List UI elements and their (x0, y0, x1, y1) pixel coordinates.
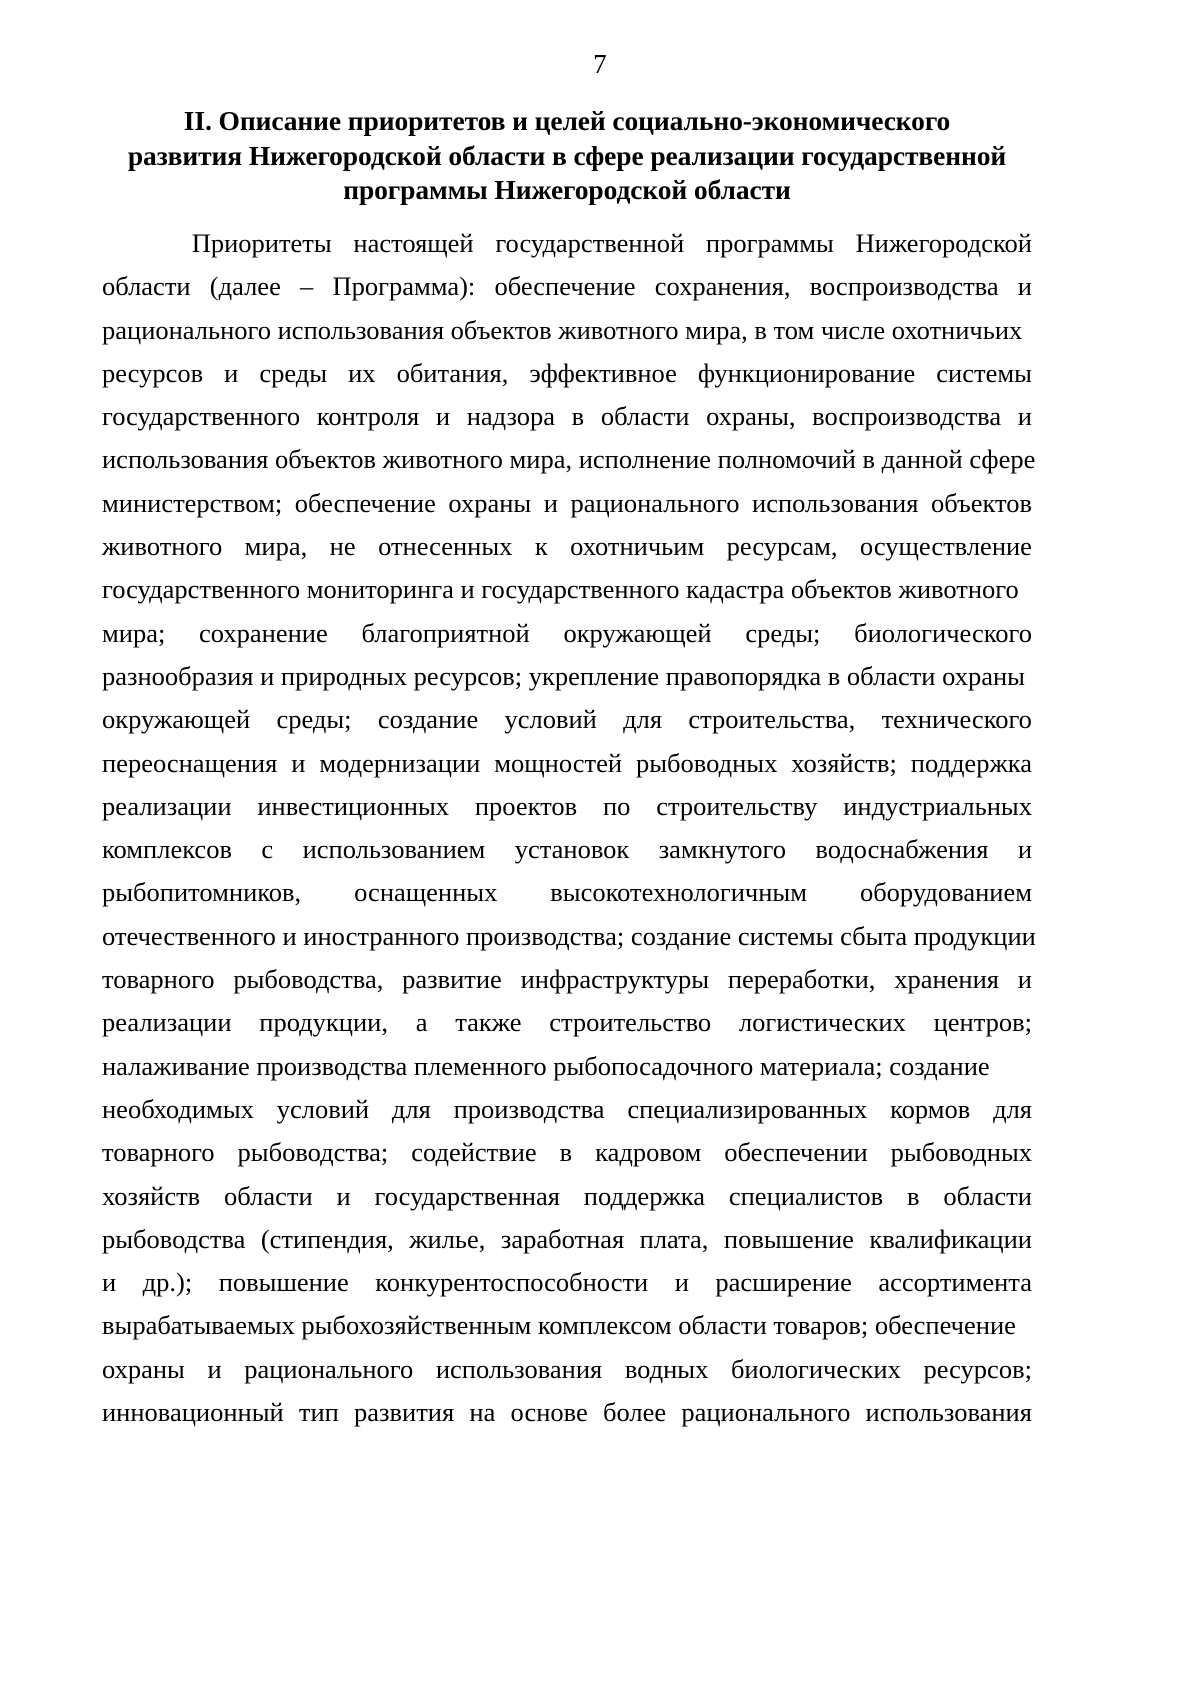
body-word: продукции, (259, 1007, 388, 1038)
body-line (102, 222, 1032, 265)
body-word: оснащенных (354, 877, 498, 908)
body-word: функционирование (697, 357, 916, 388)
body-word: ресурсам, (726, 531, 838, 562)
body-word: рыбопитомников, (102, 877, 302, 908)
body-word: конкурентоспособности (375, 1267, 649, 1298)
body-word: условий (276, 1093, 370, 1124)
body-word: мира; (102, 617, 166, 648)
body-word: благоприятной (361, 617, 530, 648)
body-word: жилье, (409, 1223, 486, 1254)
body-word: повышение (218, 1267, 349, 1298)
body-word: инфраструктуры (520, 964, 710, 995)
page-title-line-1: II. Описание приоритетов и целей социально-экономического (183, 105, 951, 136)
body-word: также (455, 1007, 522, 1038)
body-word: настоящей (353, 228, 474, 258)
body-word: биологических (730, 1353, 901, 1384)
body-word: специалистов (728, 1180, 884, 1211)
body-word: области (224, 1180, 313, 1211)
body-line-content (102, 828, 1032, 871)
body-word: по (602, 790, 631, 821)
body-line (102, 871, 1032, 914)
body-word: министерством; (102, 487, 283, 518)
body-word: рыбоводных (636, 747, 778, 778)
body-word: животного (102, 531, 223, 562)
body-word: расширение (715, 1267, 852, 1298)
paragraph-indent (102, 222, 170, 265)
body-word: хозяйств (102, 1180, 201, 1211)
body-line-content: рационального использования объектов животного мира, в том числе охотничьих (102, 314, 1023, 345)
body-word: высокотехнологичным (550, 877, 807, 908)
body-word: повышение (723, 1223, 854, 1254)
body-word: эффективное (529, 357, 677, 388)
body-line-content (102, 612, 1032, 655)
body-word: инновационный (102, 1397, 284, 1428)
body-word: и (1017, 964, 1032, 995)
body-line-content (102, 395, 1032, 438)
body-word: и (1017, 271, 1032, 302)
body-word: в (559, 1137, 573, 1168)
body-word: рыбоводства; (237, 1137, 389, 1168)
body-word: мира, (244, 531, 308, 562)
body-word: поддержка (910, 747, 1032, 778)
body-word: рационального (244, 1353, 414, 1384)
body-word: заработная (500, 1223, 625, 1254)
body-word: рационального (681, 1397, 851, 1428)
body-word: индустриальных (843, 790, 1032, 821)
body-word: рыбоводства, (233, 964, 384, 995)
body-word: и (1017, 401, 1032, 432)
body-word: использования (435, 1353, 603, 1384)
body-word: тип (298, 1397, 339, 1428)
body-word: комплексов (102, 834, 232, 865)
body-word: осуществление (859, 531, 1032, 562)
body-line (102, 1261, 1032, 1304)
page-number: 7 (593, 49, 607, 79)
body-word: обеспечении (724, 1137, 868, 1168)
body-word: области (102, 271, 191, 302)
body-word: хранения (894, 964, 999, 995)
body-word: окружающей (563, 617, 712, 648)
body-word: ассортимента (878, 1267, 1032, 1298)
body-word: производства (453, 1093, 605, 1124)
body-word: охраны (448, 487, 532, 518)
body-word: замкнутого (658, 834, 786, 865)
body-word: модернизации (319, 747, 481, 778)
body-word: Нижегородской (855, 228, 1032, 258)
body-line-content (102, 1088, 1032, 1131)
page-title-line-2: развития Нижегородской области в сфере реализации государственной (127, 139, 1007, 171)
body-word: товарного (102, 964, 215, 995)
body-line-content (102, 958, 1032, 1001)
body-line (102, 1131, 1032, 1174)
body-word: строительство (549, 1007, 712, 1038)
body-paragraph (102, 222, 1036, 1434)
body-line (102, 1348, 1032, 1391)
body-word: поддержка (583, 1180, 705, 1211)
body-word: обеспечение (294, 487, 436, 518)
body-word: и (435, 401, 451, 432)
body-word: сохранения, (654, 271, 791, 302)
body-word: кадровом (595, 1137, 702, 1168)
body-word: создание (377, 704, 479, 735)
body-line-content (102, 1261, 1032, 1304)
body-word: для (993, 1093, 1032, 1124)
body-word: системы (936, 357, 1032, 388)
body-line-content (102, 742, 1032, 785)
body-line-content: отечественного и иностранного производства; создание системы сбыта продукции (102, 920, 1036, 951)
body-word: мощностей (494, 747, 623, 778)
body-word: и (336, 1180, 351, 1211)
body-word: охотничьим (570, 531, 705, 562)
body-word: использования (865, 1397, 1032, 1428)
body-line-content: налаживание производства племенного рыбопосадочного материала; создание (102, 1050, 990, 1081)
body-word: среды; (276, 704, 352, 735)
body-word: использования (752, 487, 919, 518)
page-title (102, 104, 1032, 208)
body-line (102, 1391, 1032, 1434)
body-word: государственная (374, 1180, 560, 1211)
body-word: ресурсов (102, 357, 204, 388)
body-word: рыбоводства (102, 1223, 246, 1254)
body-word: квалификации (869, 1223, 1032, 1254)
body-line-content (102, 698, 1032, 741)
body-line-content: вырабатываемых рыбохозяйственным комплексом области товаров; обеспечение (102, 1310, 1016, 1341)
body-line-content (102, 265, 1032, 308)
body-line (102, 352, 1032, 395)
body-word: рационального (570, 487, 740, 518)
body-word: в (571, 401, 585, 432)
body-word: инвестиционных (257, 790, 450, 821)
body-word: кормов (890, 1093, 971, 1124)
body-word: более (602, 1397, 667, 1428)
body-word: воспроизводства (812, 401, 1002, 432)
body-line-content (102, 1348, 1032, 1391)
body-word: (далее (209, 271, 281, 302)
body-word: для (623, 704, 663, 735)
body-word: установок (514, 834, 630, 865)
body-line (102, 482, 1032, 525)
body-word: основе (510, 1397, 588, 1428)
body-word: и (291, 747, 306, 778)
body-word: центров; (933, 1007, 1032, 1038)
body-word: и (102, 1267, 117, 1298)
body-word: и (207, 1353, 222, 1384)
body-line-content (102, 871, 1032, 914)
body-line (102, 1001, 1032, 1044)
page-title-line-3: программы Нижегородской области (343, 174, 791, 205)
body-word: (стипендия, (260, 1223, 394, 1254)
body-word: объектов (930, 487, 1032, 518)
body-word: использованием (302, 834, 486, 865)
body-word: технического (881, 704, 1032, 735)
body-line-content (102, 222, 1032, 265)
body-word: реализации (102, 790, 232, 821)
body-line (102, 1304, 1032, 1347)
body-line (102, 1045, 1032, 1088)
body-word: и (1017, 834, 1032, 865)
body-word: ресурсов; (923, 1353, 1032, 1384)
body-line-content (102, 482, 1032, 525)
body-word: необходимых (102, 1093, 254, 1124)
body-word: контроля (316, 401, 420, 432)
body-word: логистических (738, 1007, 906, 1038)
body-word: охраны, (706, 401, 796, 432)
body-word: а (415, 1007, 428, 1038)
body-line-content (102, 1218, 1032, 1261)
body-word: обитания, (396, 357, 509, 388)
body-word: переоснащения (102, 747, 278, 778)
body-word: с (261, 834, 274, 865)
body-line-content: разнообразия и природных ресурсов; укрепление правопорядка в области охраны (102, 660, 1025, 691)
body-word: на (469, 1397, 496, 1428)
body-word: отнесенных (378, 531, 513, 562)
body-word: – (300, 271, 314, 302)
body-line-content: использования объектов животного мира, исполнение полномочий в данной сфере (102, 444, 1036, 475)
body-word: обеспечение (494, 271, 636, 302)
body-word: Приоритеты (191, 228, 332, 258)
body-word: др.); (142, 1267, 193, 1298)
body-word: оборудованием (859, 877, 1032, 908)
body-line (102, 309, 1032, 352)
body-line (102, 265, 1032, 308)
body-word: надзора (466, 401, 556, 432)
body-word: плата, (639, 1223, 709, 1254)
body-line (102, 785, 1032, 828)
body-word: Программа): (332, 271, 476, 302)
body-word: товарного (102, 1137, 215, 1168)
body-line (102, 655, 1032, 698)
body-word: и (674, 1267, 689, 1298)
body-word: развития (354, 1397, 455, 1428)
body-line (102, 568, 1032, 611)
body-word: государственной (495, 228, 685, 258)
body-word: программы (705, 228, 834, 258)
body-word: водоснабжения (815, 834, 989, 865)
body-line (102, 828, 1032, 871)
body-word: реализации (102, 1007, 232, 1038)
body-word: воспроизводства (809, 271, 999, 302)
body-line-content (102, 525, 1032, 568)
body-line (102, 612, 1032, 655)
body-line-content (102, 1131, 1032, 1174)
body-line-content (102, 1001, 1032, 1044)
body-word: окружающей (102, 704, 251, 735)
body-word: водных (624, 1353, 709, 1384)
body-line (102, 958, 1032, 1001)
body-word: области (943, 1180, 1032, 1211)
body-word: для (391, 1093, 431, 1124)
body-line-content (102, 1391, 1032, 1434)
body-line (102, 525, 1032, 568)
body-line-content (102, 352, 1032, 395)
body-word: их (348, 357, 376, 388)
body-word: рыбоводных (890, 1137, 1032, 1168)
body-word: и (224, 357, 239, 388)
body-word: к (534, 531, 548, 562)
body-word: строительства, (688, 704, 856, 735)
body-line (102, 1088, 1032, 1131)
body-word: содействие (411, 1137, 537, 1168)
body-line (102, 742, 1032, 785)
body-word: области (600, 401, 690, 432)
body-word: условий (504, 704, 597, 735)
body-word: биологического (854, 617, 1032, 648)
body-word: среды; (745, 617, 821, 648)
body-line (102, 1218, 1032, 1261)
body-word: государственного (102, 401, 301, 432)
body-word: среды (259, 357, 328, 388)
body-word: и (543, 487, 558, 518)
body-line (102, 1175, 1032, 1218)
body-line-content: государственного мониторинга и государственного кадастра объектов животного (102, 574, 1019, 605)
body-word: развитие (402, 964, 502, 995)
body-line (102, 698, 1032, 741)
body-word: охраны (102, 1353, 185, 1384)
body-word: сохранение (199, 617, 328, 648)
body-word: в (906, 1180, 920, 1211)
body-word: переработки, (727, 964, 876, 995)
body-line (102, 915, 1036, 958)
body-word: проектов (474, 790, 578, 821)
body-line (102, 395, 1032, 438)
body-word: хозяйств; (791, 747, 897, 778)
body-word: не (329, 531, 356, 562)
body-word: специализированных (627, 1093, 868, 1124)
body-line (102, 438, 1036, 481)
body-line-content (102, 1175, 1032, 1218)
body-line-content (102, 785, 1032, 828)
body-word: строительству (656, 790, 818, 821)
